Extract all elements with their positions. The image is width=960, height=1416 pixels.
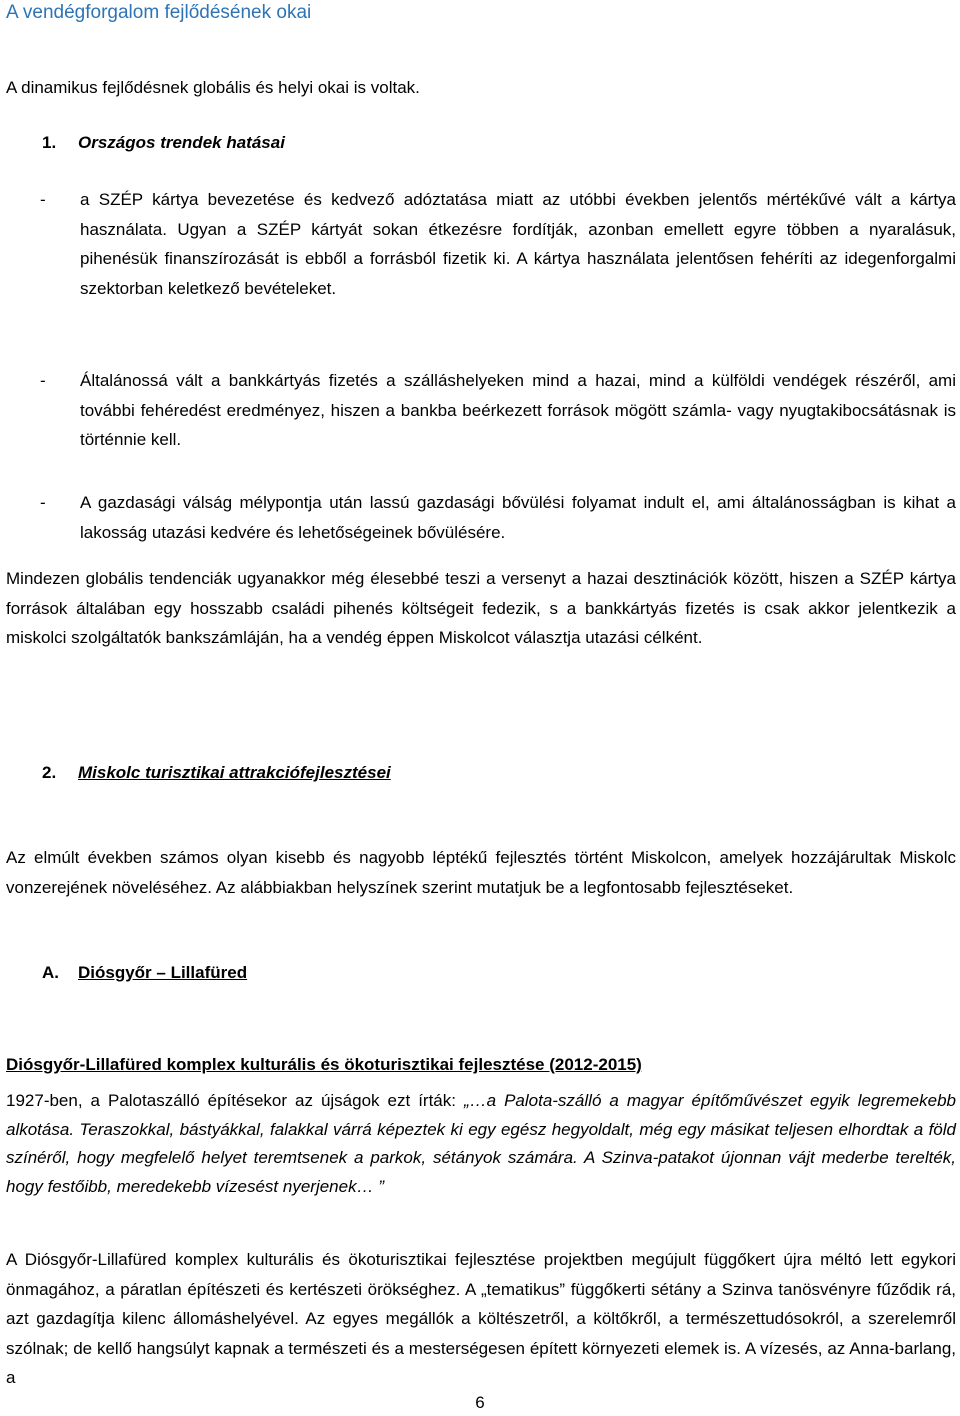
section-a-heading [6, 960, 956, 986]
section-1-number: 1. [42, 133, 57, 152]
palotaszallo-lead: 1927-ben, a Palotaszálló építésekor az újságok ezt írták: [6, 1091, 464, 1110]
bullet-item [6, 488, 956, 547]
section-a-number: A. [42, 963, 59, 982]
developments-paragraph: Az elmúlt években számos olyan kisebb és nagyobb léptékű fejlesztés történt Miskolcon, amelyek hozzájárultak Miskolc vonzerejének növeléséhez. Az alábbiakban helyszínek szerint mutatjuk be a legfontosabb fejlesztéseket. [6, 848, 956, 897]
section-2-heading [6, 760, 956, 786]
palotaszallo-paragraph [6, 1087, 956, 1201]
section-a-title: Diósgyőr – Lillafüred [78, 963, 248, 982]
project-title: Diósgyőr-Lillafüred komplex kulturális és ökoturisztikai fejlesztése (2012-2015) [6, 1055, 642, 1074]
section-1-heading [6, 130, 956, 156]
section-2-number: 2. [42, 763, 57, 782]
bullet-item [6, 185, 956, 303]
project-paragraph: A Diósgyőr-Lillafüred komplex kulturális és ökoturisztikai fejlesztése projektben megújult függőkert újra méltó lett egykori önmagához, a páratlan építészeti és kertészeti örökséghez. A „tematikus” függőkerti sétány a Szinva tanösvényre fűződik rá, azt gazdagítja kilenc állomáshelyével. Az egyes megállók a költészetről, a költőkről, a természettudósokról, a szerelemről szólnak; de kellő hangsúlyt kapnak a természeti és a mesterségesen épített környezeti elemek is. A vízesés, az Anna-barlang, a [6, 1250, 956, 1387]
section-1-title: Országos trendek hatásai [78, 133, 285, 152]
bullet-text: Általánossá vált a bankkártyás fizetés a szálláshelyeken mind a hazai, mind a külföldi vendégek részéről, ami további fehéredést eredményez, hiszen a bankba beérkezett források mögött számla- vagy nyugtakibocsátásnak is történnie kell. [80, 371, 956, 449]
section-2-title: Miskolc turisztikai attrakciófejlesztései [78, 763, 391, 782]
global-trends-paragraph: Mindezen globális tendenciák ugyanakkor még élesebbé teszi a versenyt a hazai desztinációk között, hiszen a SZÉP kártya források általában egy hosszabb családi pihenés költségeit fedezik, s a bankkártyás fizetés is csak akkor jelentkezik a miskolci szolgáltatók bankszámláján, ha a vendég éppen Miskolcot választja utazási célként. [6, 569, 956, 647]
palotaszallo-quote: „…a Palota-szálló a magyar építőművészet egyik legremekebb alkotása. Teraszokkal, bástyákkal, falakkal várrá képeztek ki egy egész hegyoldalt, még egy másikat teljesen elhordtak a föld színéről, hogy megfelelő helyet teremtsenek a parkok, sétányok számára. A Szinva-patakot újonnan vájt mederbe terelték, hogy festőibb, meredekebb vízesést nyerjenek… ” [6, 1091, 956, 1196]
document-title: A vendégforgalom fejlődésének okai [6, 2, 312, 23]
page-number: 6 [475, 1393, 485, 1412]
bullet-dash: - [40, 493, 46, 512]
bullet-dash: - [40, 371, 46, 390]
bullet-dash: - [40, 190, 46, 209]
bullet-text: a SZÉP kártya bevezetése és kedvező adóztatása miatt az utóbbi években jelentős mértékűvé vált a kártya használata. Ugyan a SZÉP kártyát sokan étkezésre fordítják, azonban emellett egyre többen a nyaralásuk, pihenésük finanszírozását is ebből a forrásból fizetik ki. A kártya használata jelentősen fehéríti az idegenforgalmi szektorban keletkező bevételeket. [80, 190, 956, 298]
bullet-item [6, 366, 956, 455]
intro-paragraph: A dinamikus fejlődésnek globális és helyi okai is voltak. [6, 78, 420, 97]
bullet-text: A gazdasági válság mélypontja után lassú gazdasági bővülési folyamat indult el, ami általánosságban is kihat a lakosság utazási kedvére és lehetőségeinek bővülésére. [80, 493, 956, 542]
